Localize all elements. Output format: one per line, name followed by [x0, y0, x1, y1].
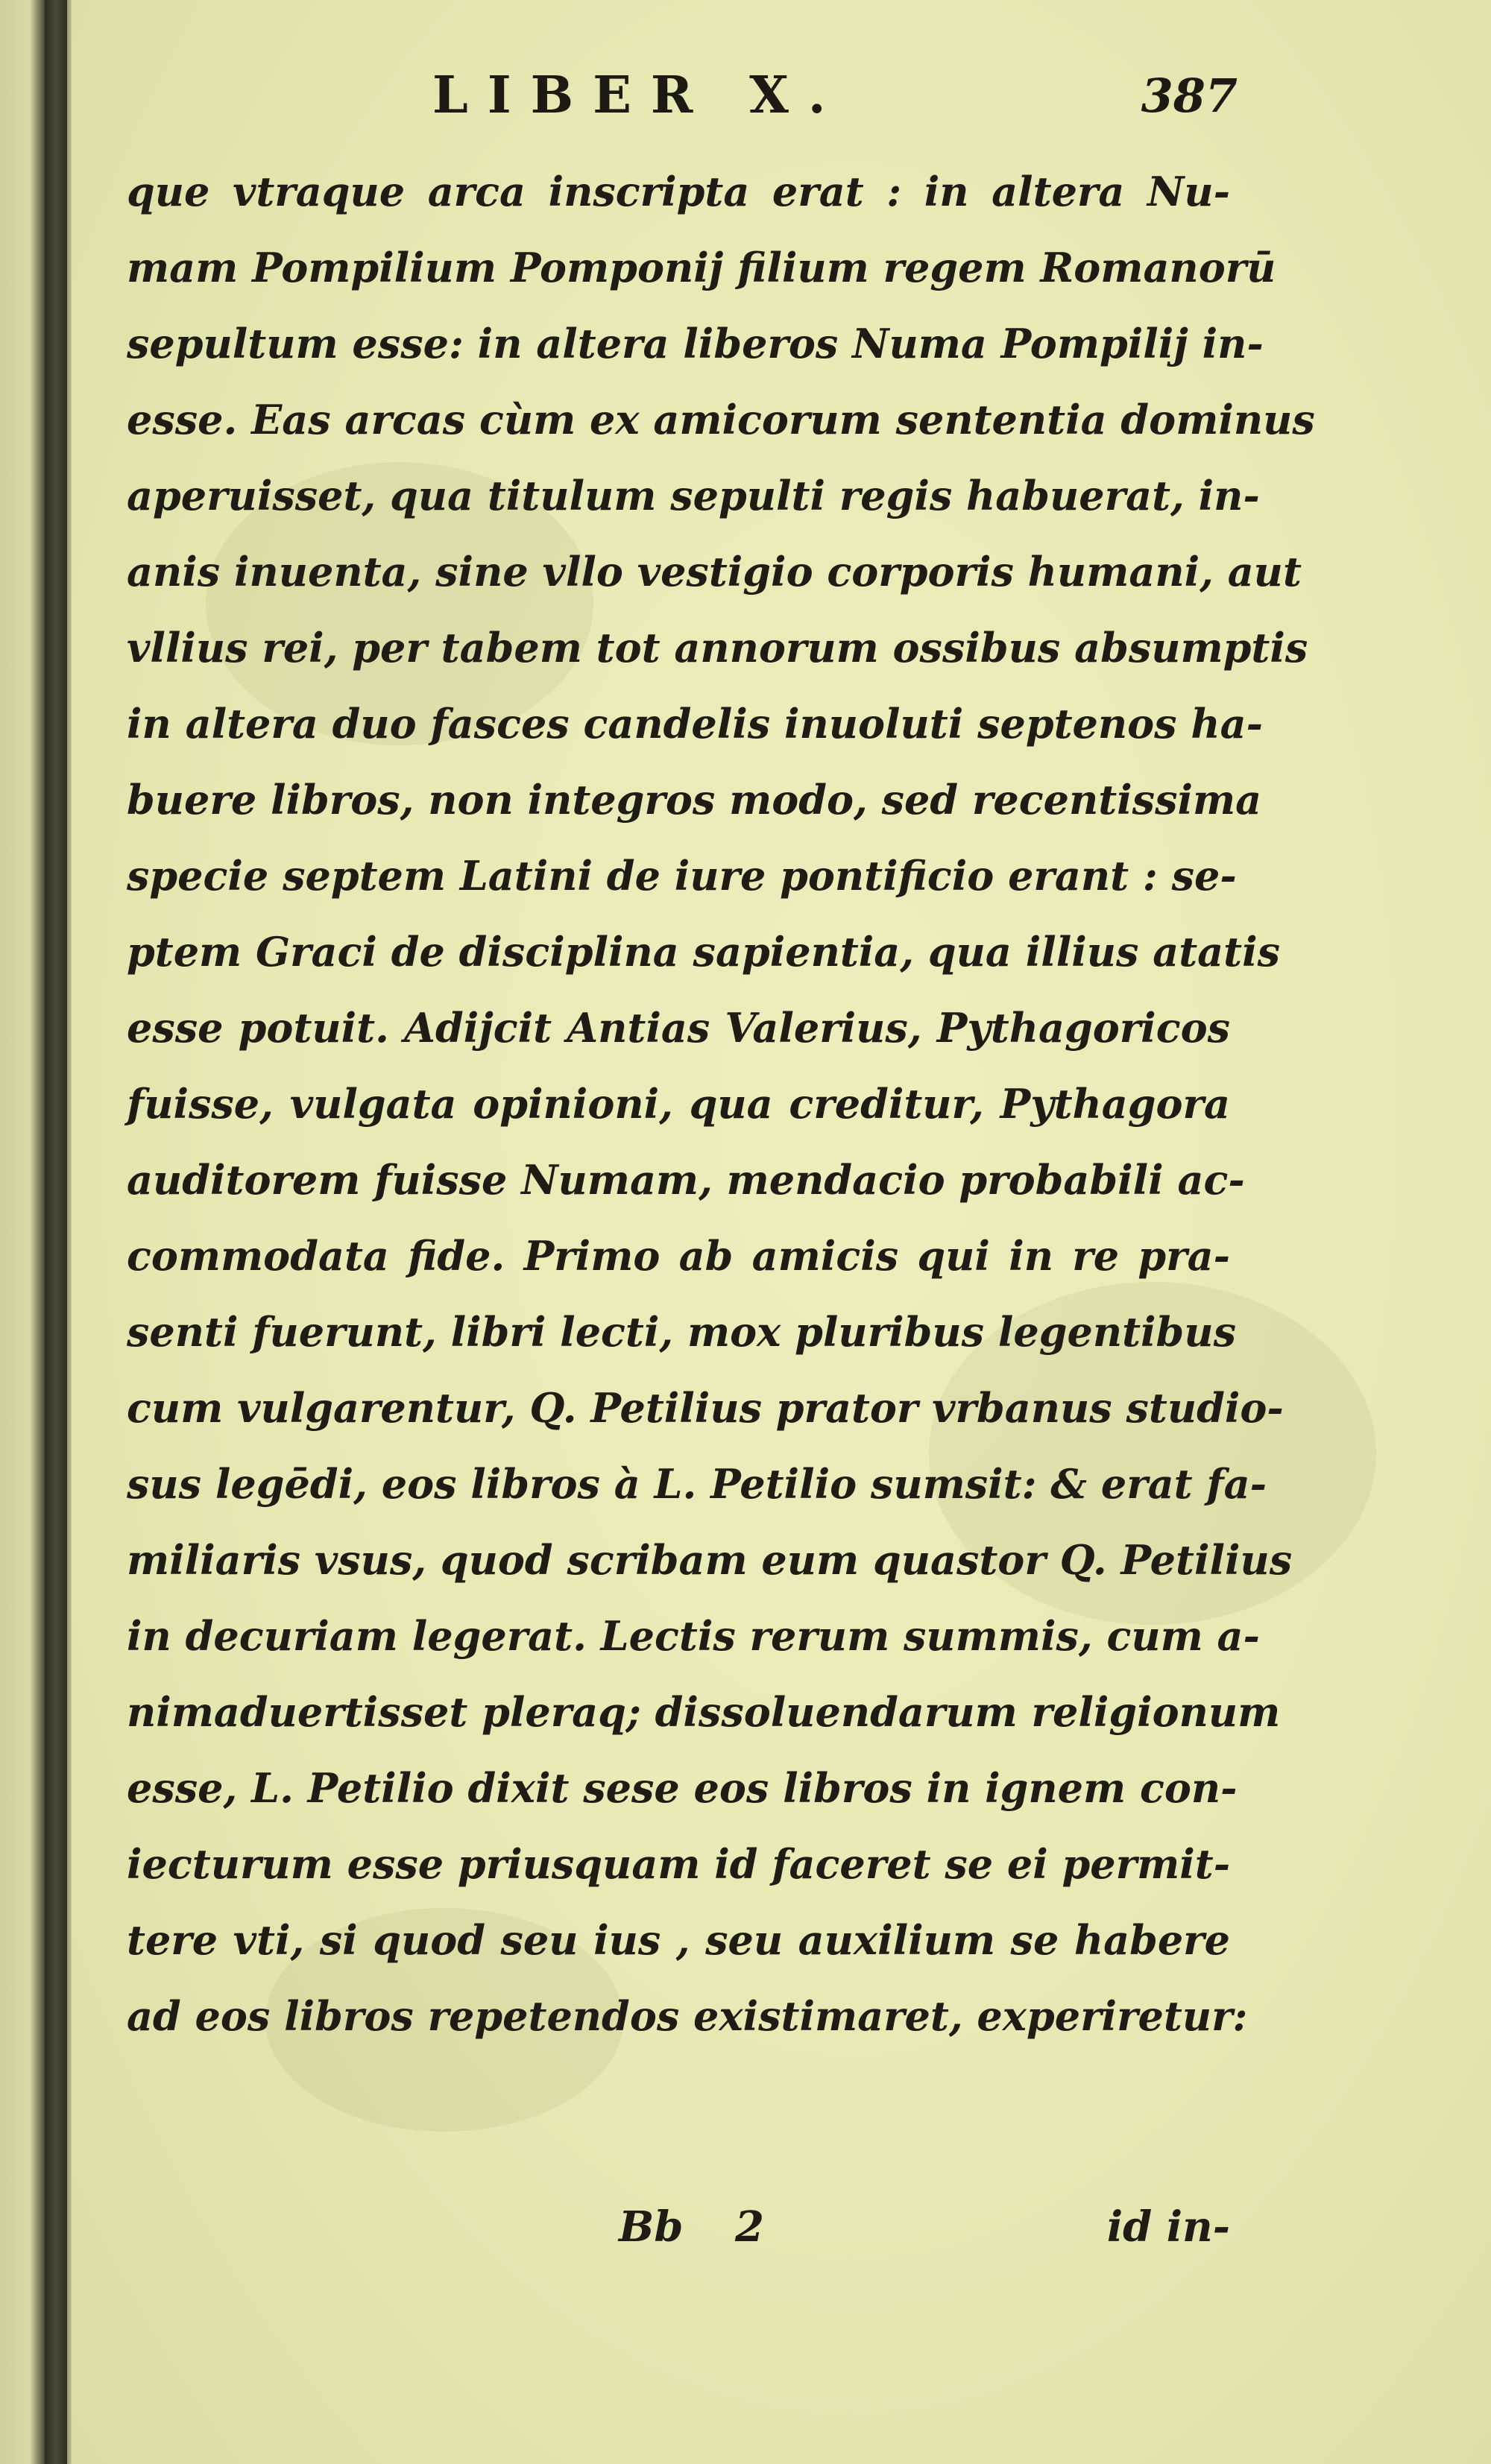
text-line: specie septem Latini de iure pontificio erant : se-: [127, 852, 1237, 900]
text-line: auditorem fuisse Numam, mendacio probabili ac-: [127, 1156, 1245, 1204]
text-line: esse, L. Petilio dixit sese eos libros in ignem con-: [127, 1764, 1238, 1812]
body-text: [127, 154, 1315, 2054]
text-line: in decuriam legerat. Lectis rerum summis, cum a-: [127, 1612, 1260, 1660]
text-line: buere libros, non integros modo, sed recentissima: [127, 776, 1262, 824]
text-line: senti fuerunt, libri lecti, mox pluribus legentibus: [127, 1308, 1236, 1356]
text-line: tere vti, si quod seu ius , seu auxilium se habere: [127, 1916, 1230, 1964]
running-head: [358, 66, 1252, 140]
page-footer: [127, 2202, 1230, 2277]
text-line: mam Pompilium Pomponij filium regem Romanorū: [127, 244, 1276, 291]
text-line: que vtraque arca inscripta erat : in altera Nu-: [127, 168, 1230, 215]
text-line: sepultum esse: in altera liberos Numa Pompilij in-: [127, 320, 1264, 367]
catchword: id in-: [1106, 2202, 1230, 2252]
text-line: vllius rei, per tabem tot annorum ossibus absumptis: [127, 624, 1308, 672]
text-line: sus legēdi, eos libros à L. Petilio sumsit: & erat fa-: [127, 1460, 1267, 1508]
running-head-title: LIBER X.: [432, 66, 845, 125]
text-line: fuisse, vulgata opinioni, qua creditur, Pythagora: [127, 1080, 1230, 1128]
text-line: esse potuit. Adijcit Antias Valerius, Pythagoricos: [127, 1004, 1230, 1052]
text-line: miliaris vsus, quod scribam eum quastor Q. Petilius: [127, 1536, 1293, 1584]
text-line: commodata fide. Primo ab amicis qui in re pra-: [127, 1232, 1230, 1280]
text-line: esse. Eas arcas cùm ex amicorum sententia dominus: [127, 396, 1315, 443]
text-line: cum vulgarentur, Q. Petilius prator vrbanus studio-: [127, 1384, 1284, 1432]
page-number: 387: [1141, 69, 1238, 123]
signature-mark: Bb 2: [619, 2202, 764, 2252]
text-line: iecturum esse priusquam id faceret se ei permit-: [127, 1840, 1231, 1888]
book-gutter: [45, 0, 67, 2464]
text-line: ad eos libros repetendos existimaret, experiretur:: [127, 1992, 1248, 2040]
text-line: ptem Graci de disciplina sapientia, qua illius atatis: [127, 928, 1280, 976]
text-line: nimaduertisset pleraq; dissoluendarum religionum: [127, 1688, 1281, 1736]
text-line: in altera duo fasces candelis inuoluti septenos ha-: [127, 700, 1264, 748]
text-line: anis inuenta, sine vllo vestigio corporis humani, aut: [127, 548, 1302, 596]
text-line: aperuisset, qua titulum sepulti regis habuerat, in-: [127, 472, 1260, 519]
